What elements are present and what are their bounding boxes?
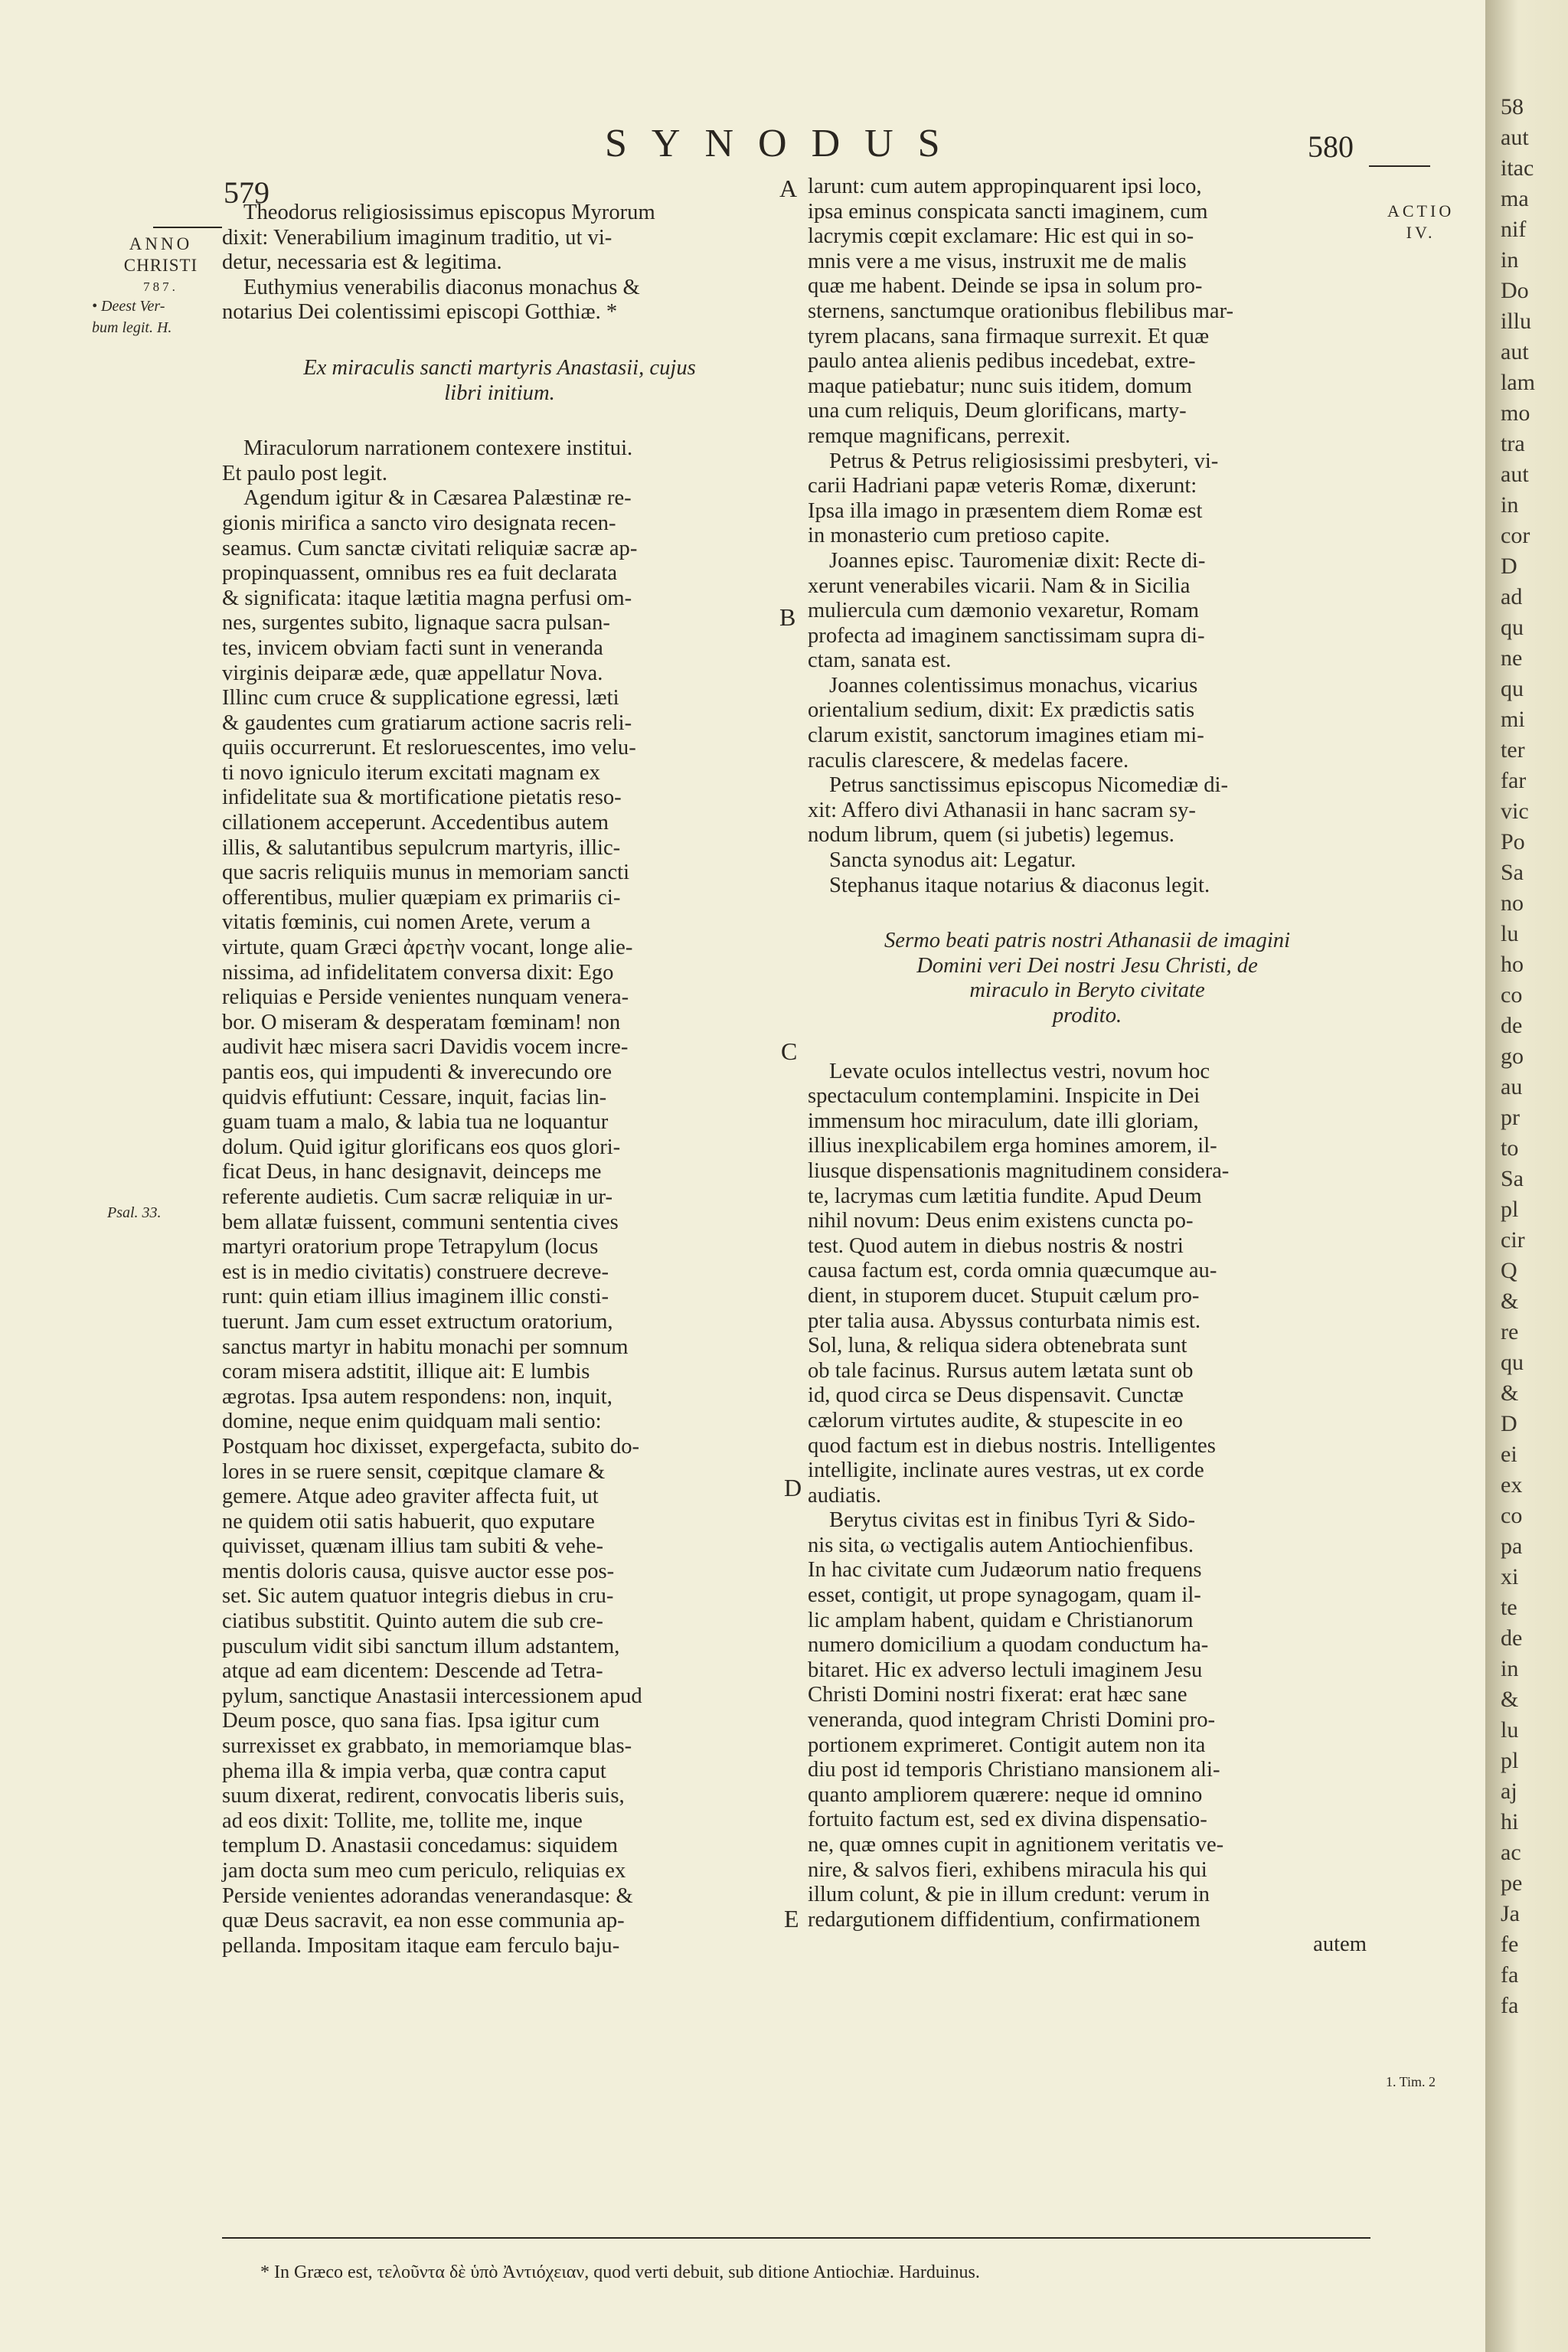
text-line: una cum reliquis, Deum glorificans, marty- [808, 399, 1187, 423]
text-line: larunt: cum autem appropinquarent ipsi loco, [808, 175, 1202, 198]
text-line: guam tuam a malo, & labia tua ne loquantur [222, 1110, 609, 1135]
spine-fragment: aut [1501, 462, 1529, 487]
text-line: detur, necessaria est & legitima. [222, 250, 502, 275]
text-line: bem allatæ fuissent, communi sententia cives [222, 1210, 619, 1234]
text-line: virtute, quam Græci ἀρετὴν vocant, longe alie- [222, 936, 633, 960]
text-line: te, lacrymas cum lætitia fundite. Apud Deum [808, 1184, 1202, 1208]
text-line: quæ me habent. Deinde se ipsa in solum pro- [808, 274, 1203, 299]
text-line: Petrus sanctissimus episcopus Nicomediæ di- [829, 773, 1228, 798]
spine-fragment: in [1501, 492, 1519, 518]
margin-tim-ref: 1. Tim. 2 [1386, 2074, 1436, 2089]
section-letter-a: A [779, 175, 798, 202]
text-line: In hac civitate cum Judæorum natio frequens [808, 1558, 1202, 1583]
text-line: quidvis effutiunt: Cessare, inquit, facias lin- [222, 1085, 607, 1109]
text-line: audiatis. [808, 1483, 882, 1508]
spine-fragment: tra [1501, 431, 1525, 456]
text-line: virginis deiparæ æde, quæ appellatur Nova. [222, 661, 603, 685]
text-line: cillationem acceperunt. Accedentibus autem [222, 811, 609, 835]
spine-fragment: te [1501, 1595, 1517, 1620]
top-right-rule [1369, 165, 1430, 167]
text-line: profecta ad imaginem sanctissimam supra di- [808, 623, 1205, 648]
spine-fragment: in [1501, 1656, 1519, 1681]
text-line: xerunt venerabiles vicarii. Nam & in Sicilia [808, 573, 1191, 598]
text-line: nire, & salvos fieri, exhibens miracula his qui [808, 1857, 1207, 1882]
spine-fragment: Do [1501, 278, 1529, 303]
text-line: mnis vere a me visus, instruxit me de malis [808, 249, 1187, 273]
text-line: martyri oratorium prope Tetrapylum (locus [222, 1235, 599, 1259]
text-line: maque patiebatur; nunc suis itidem, domum [808, 374, 1192, 398]
text-line: illius inexplicabilem erga homines amorem, il- [808, 1134, 1217, 1158]
text-line: esset, contigit, ut prope synagogam, quam il- [808, 1583, 1201, 1608]
text-line: in monasterio cum pretioso capite. [808, 524, 1110, 548]
text-line: lacrymis cœpit exclamare: Hic est qui in so- [808, 224, 1194, 249]
footnote: * In Græco est, τελοῦντα δὲ ὑπὸ Ἀντιόχειαν, quod verti debuit, sub ditione Antiochiæ. Harduinus. [260, 2262, 980, 2282]
text-line: referente audietis. Cum sacræ reliquiæ in ur- [222, 1184, 612, 1209]
text-line: Levate oculos intellectus vestri, novum hoc [829, 1059, 1210, 1083]
margin-psalm-ref: Psal. 33. [107, 1204, 162, 1221]
spine-fragment: aut [1501, 339, 1529, 364]
spine-fragment: pe [1501, 1870, 1523, 1896]
spine-fragment: qu [1501, 615, 1524, 640]
text-line: portionem exprimeret. Contigit autem non ita [808, 1733, 1206, 1757]
text-line: ad eos dixit: Tollite, me, tollite me, inque [222, 1808, 583, 1833]
spine-fragment: de [1501, 1625, 1523, 1651]
text-line: spectaculum contemplamini. Inspicite in Dei [808, 1084, 1200, 1109]
text-line: orientalium sedium, dixit: Ex prædictis satis [808, 698, 1195, 723]
text-line: nes, surgentes subito, lignaque sacra pulsan- [222, 611, 610, 635]
section-heading: miraculo in Beryto civitate [969, 978, 1205, 1003]
text-line: vitatis fœminis, cui nomen Arete, verum a [222, 910, 591, 935]
text-line: illum colunt, & pie in illum credunt: verum in [808, 1883, 1210, 1907]
section-heading: Sermo beati patris nostri Athanasii de imagini [884, 929, 1291, 953]
section-letter-e: E [784, 1905, 799, 1932]
text-line: Illinc cum cruce & supplicatione egressi, læti [222, 686, 619, 710]
spine-fragment: Sa [1501, 1166, 1524, 1191]
text-line: test. Quod autem in diebus nostris & nostri [808, 1233, 1184, 1258]
text-line: dixit: Venerabilium imaginum traditio, ut vi- [222, 225, 612, 250]
text-line: id, quod circa se Deus dispensavit. Cunctæ [808, 1383, 1184, 1408]
spine-fragment: go [1501, 1044, 1524, 1069]
text-line: nihil novum: Deus enim existens cuncta po- [808, 1209, 1194, 1233]
text-line: Stephanus itaque notarius & diaconus legit. [829, 873, 1210, 897]
text-line: ciatibus substitit. Quinto autem die sub cre- [222, 1609, 603, 1634]
text-line: ne, quæ omnes cupit in agnitionem veritatis ve- [808, 1833, 1224, 1857]
spine-fragment: aut [1501, 125, 1529, 150]
text-line: infidelitate sua & mortificatione pietatis reso- [222, 786, 622, 810]
text-line: tyrem placans, sana firmaque surrexit. Et quæ [808, 324, 1210, 348]
right-column-text [808, 175, 1367, 1958]
text-line: & significata: itaque lætitia magna perfusi om- [222, 586, 632, 610]
text-line: immensum hoc miraculum, date illi gloriam, [808, 1109, 1199, 1133]
text-line: ne quidem otii satis habuerit, quo exputare [222, 1509, 595, 1534]
text-line: mentis doloris causa, quisve auctor esse pos- [222, 1559, 615, 1583]
text-line: muliercula cum dæmonio vexaretur, Romam [808, 599, 1200, 623]
page-number-right: 580 [1308, 129, 1354, 164]
text-line: pellanda. Impositam itaque eam ferculo baju- [222, 1933, 620, 1958]
text-line: paulo antea alienis pedibus incedebat, extre- [808, 349, 1196, 374]
text-line: templum D. Anastasii concedamus: siquidem [222, 1834, 618, 1858]
text-line: offerentibus, mulier quæpiam ex primariis ci- [222, 885, 621, 910]
text-line: notarius Dei colentissimi episcopi Gotthiæ. * [222, 300, 618, 325]
left-column-text [222, 201, 777, 1958]
spine-fragment: cor [1501, 523, 1530, 548]
text-line: raculis clarescere, & medelas facere. [808, 748, 1129, 773]
spine-fragment: ma [1501, 186, 1529, 211]
spine-fragment: Sa [1501, 860, 1524, 885]
text-line: Agendum igitur & in Cæsarea Palæstinæ re- [243, 486, 632, 511]
page-number-left: 579 [224, 175, 270, 210]
spine-fragment: lu [1501, 921, 1519, 946]
text-line: domine, neque enim quidquam mali sentio: [222, 1410, 602, 1434]
spine-fragment: ter [1501, 737, 1525, 763]
text-line: redargutionem diffidentium, confirmationem [808, 1907, 1200, 1932]
spine-fragment: no [1501, 890, 1524, 916]
margin-year: ANNO CHRISTI 787. [123, 234, 198, 294]
spine-fragment: xi [1501, 1564, 1519, 1589]
text-line: propinquassent, omnibus res ea fuit declarata [222, 561, 618, 586]
text-line: Sol, luna, & reliqua sidera obtenebrata sunt [808, 1334, 1187, 1358]
spine-fragment: de [1501, 1013, 1523, 1038]
spine-fragment: 58 [1501, 94, 1524, 119]
text-line: Theodorus religiosissimus episcopus Myrorum [243, 201, 655, 224]
text-line: sternens, sanctumque orationibus flebilibus mar- [808, 299, 1234, 323]
spine-fragment: fa [1501, 1962, 1519, 1988]
text-line: suum dixerat, redirent, convocatis liberis suis, [222, 1784, 625, 1808]
text-line: quæ Deus sacravit, ea non esse communia ap- [222, 1909, 625, 1933]
margin-actio: ACTIO IV. [1387, 201, 1455, 242]
text-line: atque ad eam dicentem: Descende ad Tetra- [222, 1659, 603, 1684]
spine-fragment: cir [1501, 1227, 1525, 1253]
text-line: gionis mirifica a sancto viro designata recen- [222, 511, 616, 535]
text-line: est is in medio civitatis) construere decreve- [222, 1259, 609, 1284]
text-line: nis sita, ω vectigalis autem Antiochienfibus. [808, 1533, 1194, 1557]
spine-fragment: to [1501, 1135, 1519, 1161]
spine-fragment: au [1501, 1074, 1523, 1099]
text-line: Berytus civitas est in finibus Tyri & Sido- [829, 1508, 1195, 1533]
spine-fragment: & [1501, 1380, 1519, 1406]
text-line: fortuito factum est, sed ex divina dispensatio- [808, 1808, 1207, 1832]
text-line: Deum posce, quo sana fias. Ipsa igitur cum [222, 1709, 600, 1733]
spine-fragment: in [1501, 247, 1519, 273]
spine-fragment: hi [1501, 1809, 1519, 1834]
text-line: pter talia ausa. Abyssus conturbata nimis est. [808, 1308, 1200, 1333]
spine-fragment: ho [1501, 952, 1524, 977]
text-line: ti novo igniculo iterum excitati magnam ex [222, 760, 600, 785]
facing-page-edge [1485, 0, 1568, 2352]
section-heading: Ex miraculis sancti martyris Anastasii, cujus [303, 355, 696, 380]
spine-fragment: pa [1501, 1534, 1523, 1559]
footnote-rule [222, 2237, 1370, 2239]
spine-fragment: qu [1501, 1350, 1524, 1375]
text-line: quivisset, quænam illius tam subiti & vehe- [222, 1534, 603, 1559]
text-line: reliquias e Perside venientes nunquam venera- [222, 985, 629, 1010]
spine-fragment: Po [1501, 829, 1525, 854]
section-letter-b: B [779, 603, 796, 631]
spine-fragment: & [1501, 1289, 1519, 1314]
section-heading: libri initium. [444, 381, 555, 405]
section-heading: Domini veri Dei nostri Jesu Christi, de [916, 953, 1258, 978]
text-line: ægrotas. Ipsa autem respondens: non, inquit, [222, 1384, 612, 1409]
spine-fragment: re [1501, 1319, 1519, 1344]
text-line: Miraculorum narrationem contexere institui. [243, 436, 633, 461]
spine-fragment: Ja [1501, 1901, 1520, 1926]
spine-fragment: fe [1501, 1932, 1519, 1957]
text-line: dient, in stuporem ducet. Stupuit cælum pro- [808, 1283, 1200, 1308]
text-line: set. Sic autem quatuor integris diebus in cru- [222, 1584, 614, 1609]
spine-fragment: far [1501, 768, 1527, 793]
spine-fragment: ei [1501, 1442, 1517, 1467]
spine-fragment: & [1501, 1687, 1519, 1712]
spine-fragment: ne [1501, 645, 1523, 671]
spine-fragment: aj [1501, 1779, 1517, 1804]
section-letter-d: D [784, 1474, 802, 1501]
text-line: intelligite, inclinate aures vestras, ut ex corde [808, 1459, 1204, 1483]
text-line: veneranda, quod integram Christi Domini pro- [808, 1708, 1216, 1733]
text-line: diu post id temporis Christiano mansionem ali- [808, 1758, 1220, 1782]
top-left-rule [153, 227, 222, 228]
text-line: sanctus martyr in habitu monachi per somnum [222, 1334, 629, 1359]
spine-fragment: mo [1501, 400, 1530, 426]
text-line: Joannes episc. Tauromeniæ dixit: Recte di- [829, 548, 1206, 573]
spine-fragment: D [1501, 554, 1517, 579]
text-line: pusculum vidit sibi sanctum illum adstantem, [222, 1634, 620, 1658]
text-line: Petrus & Petrus religiosissimi presbyteri, vi- [829, 449, 1219, 473]
text-line: coram misera adstitit, illique ait: E lumbis [222, 1360, 590, 1384]
text-line: lic amplam habent, quidam e Christianorum [808, 1608, 1194, 1632]
text-line: jam docta sum meo cum periculo, reliquias ex [222, 1859, 626, 1883]
catchword: autem [1313, 1932, 1367, 1957]
text-line: Christi Domini nostri fixerat: erat hæc sane [808, 1683, 1187, 1707]
text-line: bitaret. Hic ex adverso lectuli imaginem Jesu [808, 1658, 1203, 1682]
spine-fragment: lam [1501, 370, 1535, 395]
spine-fragment: ac [1501, 1840, 1521, 1865]
text-line: Perside venientes adorandas venerandasque: & [222, 1883, 633, 1908]
text-line: quiis occurrerunt. Et resloruescentes, imo velu- [222, 736, 636, 760]
spine-fragment: mi [1501, 707, 1525, 732]
text-line: ctam, sanata est. [808, 648, 952, 673]
section-heading: prodito. [1052, 1004, 1122, 1027]
text-line: liusque dispensationis magnitudinem considera- [808, 1158, 1230, 1183]
text-line: pantis eos, qui impudenti & inverecundo ore [222, 1060, 612, 1084]
text-line: ob tale facinus. Rursus autem lætata sunt ob [808, 1358, 1194, 1383]
text-line: seamus. Cum sanctæ civitati reliquiæ sacræ ap- [222, 536, 638, 560]
text-line: clarum existit, sanctorum imagines etiam mi- [808, 724, 1204, 748]
text-line: lores in se ruere sensit, cœpitque clamare & [222, 1459, 606, 1484]
text-line: audivit hæc misera sacri Davidis vocem incre- [222, 1035, 629, 1060]
text-line: xit: Affero divi Athanasii in hanc sacram sy- [808, 798, 1196, 822]
text-line: quanto ampliorem quærere: neque id omnino [808, 1782, 1203, 1807]
text-line: Postquam hoc dixisset, expergefacta, subito do- [222, 1434, 640, 1459]
spine-fragment: ex [1501, 1472, 1523, 1498]
text-line: carii Hadriani papæ veteris Romæ, dixerunt: [808, 474, 1197, 498]
text-line: ficat Deus, in hanc designavit, deinceps me [222, 1160, 602, 1184]
text-line: quod factum est in diebus nostris. Intelligentes [808, 1433, 1216, 1458]
text-line: causa factum est, corda omnia quæcumque au- [808, 1259, 1217, 1283]
spine-fragment: co [1501, 982, 1523, 1008]
text-line: Ipsa illa imago in præsentem diem Romæ est [808, 498, 1203, 523]
text-line: Euthymius venerabilis diaconus monachus & [243, 275, 640, 299]
text-line: tuerunt. Jam cum esset extructum oratorium, [222, 1309, 613, 1334]
text-line: gemere. Atque adeo graviter affecta fuit, ut [222, 1485, 599, 1509]
text-line: nissima, ad infidelitatem conversa dixit: Ego [222, 960, 614, 985]
spine-fragment: vic [1501, 799, 1529, 824]
spine-fragment: lu [1501, 1717, 1519, 1743]
section-letter-c: C [781, 1037, 798, 1065]
text-line: pylum, sanctique Anastasii intercessionem apud [222, 1684, 642, 1708]
spine-fragment: nif [1501, 217, 1527, 242]
text-line: cælorum virtutes audite, & stupescite in eo [808, 1408, 1183, 1432]
spine-fragment: ad [1501, 584, 1523, 609]
spine-fragment: D [1501, 1411, 1517, 1436]
text-line: Joannes colentissimus monachus, vicarius [829, 673, 1198, 697]
text-line: dolum. Quid igitur glorificans eos quos glori- [222, 1135, 621, 1159]
text-line: ipsa eminus conspicata sancti imaginem, cum [808, 199, 1208, 224]
text-line: illis, & salutantibus sepulcrum martyris, illic- [222, 835, 621, 860]
text-line: phema illa & impia verba, quæ contra caput [222, 1759, 606, 1783]
text-line: runt: quin etiam illius imaginem illic consti- [222, 1285, 609, 1309]
margin-desunt-note: • Deest Ver- bum legit. H. [92, 298, 172, 336]
text-line: surrexisset ex grabbato, in memoriamque blas- [222, 1734, 632, 1759]
spine-fragment: qu [1501, 676, 1524, 701]
spine-fragment: itac [1501, 155, 1534, 181]
text-line: nodum librum, quem (si jubetis) legemus. [808, 823, 1174, 848]
spine-fragment: fa [1501, 1993, 1519, 2018]
spine-fragment: Q [1501, 1258, 1517, 1283]
text-line: que sacris reliquiis munus in memoriam sancti [222, 861, 630, 885]
spine-fragment: co [1501, 1503, 1523, 1528]
spine-fragment: illu [1501, 309, 1532, 334]
text-line: tes, invicem obviam facti sunt in veneranda [222, 635, 603, 660]
text-line: numero domicilium a quodam conductum ha- [808, 1633, 1209, 1658]
spine-fragment: pl [1501, 1748, 1519, 1773]
text-line: remque magnificans, perrexit. [808, 423, 1070, 448]
text-line: Et paulo post legit. [222, 461, 388, 485]
running-title: SYNODUS [605, 122, 965, 165]
text-line: & gaudentes cum gratiarum actione sacris reli- [222, 710, 632, 735]
spine-fragment: pr [1501, 1105, 1520, 1130]
text-line: Sancta synodus ait: Legatur. [829, 848, 1076, 873]
text-line: bor. O miseram & desperatam fœminam! non [222, 1010, 621, 1034]
spine-fragment: pl [1501, 1197, 1519, 1222]
